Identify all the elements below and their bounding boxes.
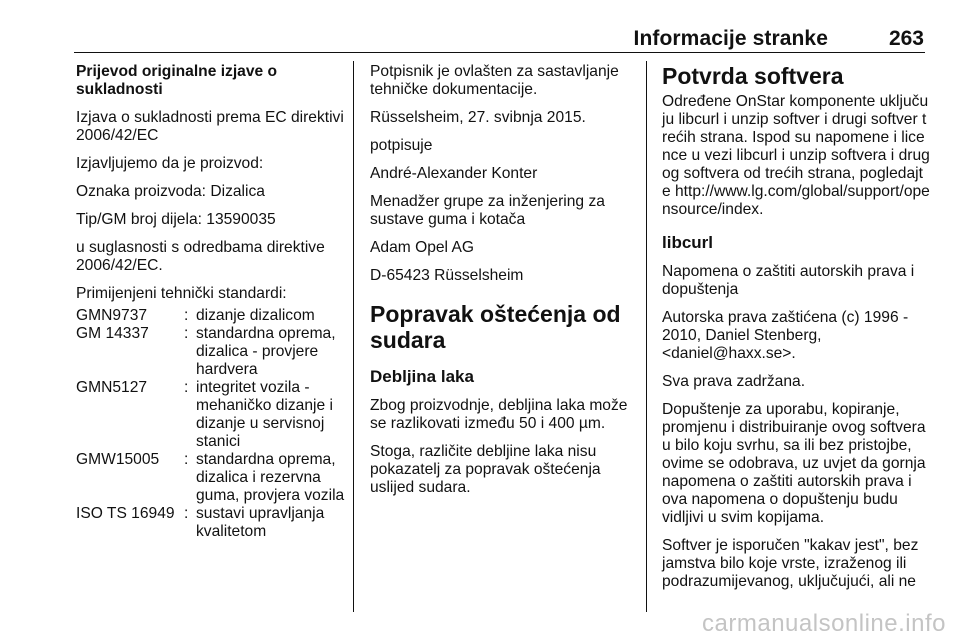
standard-code: GMN9737 [76, 307, 148, 324]
subheading: Debljina laka [370, 367, 474, 386]
standard-description: sustavi upravljanja kvalitetom [196, 505, 325, 540]
paragraph: Softver je isporučen "kakav jest", bez jamstva bilo koje vrste, izraženog ili podrazumijevanog, uključujući, ali ne [662, 537, 919, 590]
standard-code: ISO TS 16949 [76, 505, 175, 522]
standard-description: integritet vozila - mehaničko dizanje i dizanje u servisnoj stanici [196, 379, 333, 450]
column-software [662, 63, 930, 601]
paragraph: Adam Opel AG [370, 239, 475, 256]
paragraph: Zbog proizvodnje, debljina laka može se razlikovati između 50 i 400 µm. [370, 397, 628, 432]
paragraph: Napomena o zaštiti autorskih prava i dopuštenja [662, 263, 915, 298]
standard-code: GMW15005 [76, 451, 160, 468]
standard-code: GMN5127 [76, 379, 148, 396]
separator: : [184, 451, 189, 468]
section-heading: Popravak oštećenja od sudara [370, 301, 621, 353]
paragraph: Primijenjeni tehnički standardi: [76, 285, 287, 302]
paragraph: Potpisnik je ovlašten za sastavljanje tehničke dokumentacije. [370, 63, 619, 98]
header-divider [74, 52, 925, 53]
column-divider-1 [353, 61, 354, 612]
paragraph: D-65423 Rüsselsheim [370, 267, 524, 284]
page-number: 263 [888, 27, 924, 50]
paragraph: Izjava o sukladnosti prema EC direktivi 2006/42/EC [76, 109, 344, 144]
table-row [76, 379, 348, 451]
subheading: libcurl [662, 233, 714, 252]
paragraph: Određene OnStar komponente uključuju libcurl i unzip softver i drugi softver trećih strana. Ispod su napomene i licence u vezi libcurl i unzip softvera i drugog softvera od trećih strana, pogledajte http://www.lg.com/global/support/opensource/index. [662, 93, 930, 218]
standard-description: standardna oprema, dizalica i rezervna guma, provjera vozila [196, 451, 345, 504]
paragraph: potpisuje [370, 137, 433, 154]
paragraph: Dopuštenje za uporabu, kopiranje, promjenu i distribuiranje ovog softvera u bilo koju svrhu, sa ili bez pristojbe, ovime se odobrava, uz uvjet da gornja napomena o zaštiti autorskih prava i ova napomena o dopuštenju budu vidljivi u svim kopijama. [662, 401, 926, 526]
paragraph: Sva prava zadržana. [662, 373, 806, 390]
page-title: Informacije stranke [633, 27, 828, 50]
column-divider-2 [646, 61, 647, 612]
paragraph: Oznaka proizvoda: Dizalica [76, 183, 265, 200]
column-declaration [76, 63, 348, 541]
standard-code: GM 14337 [76, 325, 149, 342]
paragraph: Stoga, različite debljine laka nisu pokazatelj za popravak oštećenja uslijed sudara. [370, 443, 601, 496]
paragraph: u suglasnosti s odredbama direktive 2006/42/EC. [76, 239, 325, 274]
separator: : [184, 379, 189, 396]
column-signature-and-repair [370, 63, 642, 507]
table-row [76, 451, 348, 505]
standard-description: dizanje dizalicom [196, 307, 315, 324]
paragraph: André-Alexander Konter [370, 165, 538, 182]
paragraph: Tip/GM broj dijela: 13590035 [76, 211, 276, 228]
separator: : [184, 505, 189, 522]
table-row [76, 307, 348, 325]
paragraph: Menadžer grupe za inženjering za sustave guma i kotača [370, 193, 605, 228]
section-heading: Potvrda softvera [662, 63, 844, 89]
table-row [76, 325, 348, 379]
separator: : [184, 325, 189, 342]
paragraph: Rüsselsheim, 27. svibnja 2015. [370, 109, 586, 126]
declaration-heading: Prijevod originalne izjave o sukladnosti [76, 63, 278, 98]
separator: : [184, 307, 189, 324]
paragraph: Izjavljujemo da je proizvod: [76, 155, 264, 172]
standard-description: standardna oprema, dizalica - provjere hardvera [196, 325, 336, 378]
table-row [76, 505, 348, 541]
watermark: carmanualsonline.info [702, 610, 946, 637]
standards-table [76, 307, 348, 541]
paragraph: Autorska prava zaštićena (c) 1996 - 2010, Daniel Stenberg, <daniel@haxx.se>. [662, 309, 909, 362]
